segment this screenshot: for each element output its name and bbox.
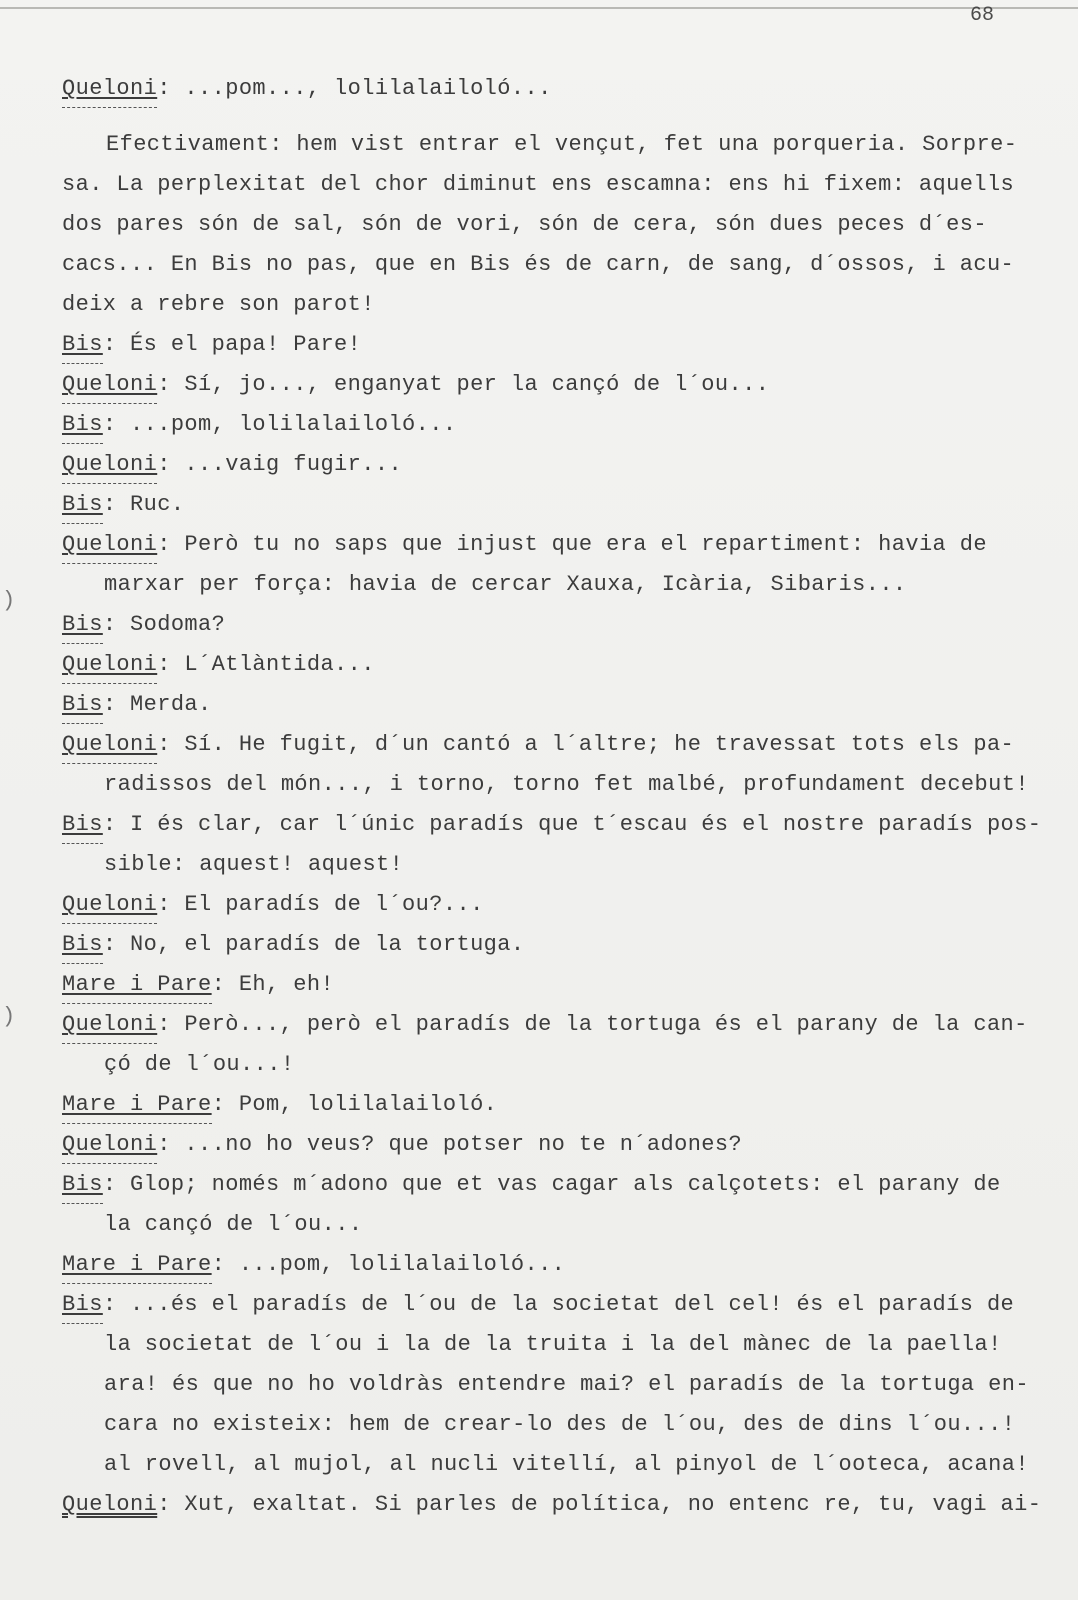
continuation-line: cara no existeix: hem de crear-lo des de l´ou, des de dins l´ou...! [104,1412,1016,1437]
dialogue-line [62,1012,1028,1037]
speaker-name: Bis [62,692,103,717]
line-text: : ...no ho veus? que potser no te n´adones? [157,1132,743,1157]
speaker-name: Queloni [62,652,158,677]
line-text: : ...vaig fugir... [157,452,403,477]
line-text: : I és clar, car l´únic paradís que t´escau és el nostre paradís pos- [102,812,1042,837]
dialogue-line [62,412,456,437]
line-text: : Pom, lolilalailoló. [211,1092,498,1117]
dialogue-line [62,612,225,637]
line-text: : ...pom, lolilalailoló... [211,1252,566,1277]
page-number: 68 [970,4,995,27]
continuation-line: la societat de l´ou i la de la truita i la del mànec de la paella! [104,1332,1002,1357]
dialogue-line [62,1492,1041,1517]
continuation-line: marxar per força: havia de cercar Xauxa, Icària, Sibaris... [104,572,907,597]
line-text: : ...pom, lolilalailoló... [102,412,457,437]
speaker-name: Bis [62,492,103,517]
continuation-line: çó de l´ou...! [104,1052,295,1077]
dialogue-line [62,1292,1014,1317]
line-text: : Sí. He fugit, d´un cantó a l´altre; he travessat tots els pa- [157,732,1015,757]
line-text: : Glop; només m´adono que et vas cagar als calçotets: el parany de [102,1172,1001,1197]
narration-line: deix a rebre son parot! [62,292,375,317]
narration-line: Efectivament: hem vist entrar el vençut, fet una porqueria. Sorpre- [106,132,1018,157]
speaker-name: Mare i Pare [62,1252,212,1277]
speaker-name: Bis [62,812,103,837]
line-text: : Sí, jo..., enganyat per la cançó de l´ou... [157,372,770,397]
dialogue-line [62,332,361,357]
speaker-name: Queloni [62,532,158,557]
speaker-name: Queloni [62,892,158,917]
margin-bracket: ) [2,588,16,613]
speaker-name: Bis [62,1172,103,1197]
dialogue-line [62,972,334,997]
speaker-name: Bis [62,932,103,957]
line-text: : Però tu no saps que injust que era el repartiment: havia de [157,532,987,557]
speaker-name: Queloni [62,452,158,477]
speaker-name: Bis [62,1292,103,1317]
narration-line: cacs... En Bis no pas, que en Bis és de carn, de sang, d´ossos, i acu- [62,252,1015,277]
line-text: : El paradís de l´ou?... [157,892,484,917]
narration-line: sa. La perplexitat del chor diminut ens escamna: ens hi fixem: aquells [62,172,1015,197]
continuation-line: al rovell, al mujol, al nucli vitellí, al pinyol de l´ooteca, acana! [104,1452,1029,1477]
speaker-name: Queloni [62,1492,158,1517]
dialogue-line [62,812,1041,837]
dialogue-line [62,932,524,957]
line-text: : No, el paradís de la tortuga. [102,932,525,957]
speaker-name: Mare i Pare [62,1092,212,1117]
dialogue-line [62,532,987,557]
speaker-name: Bis [62,332,103,357]
line-text: : Sodoma? [102,612,226,637]
narration-line: dos pares són de sal, són de vori, són de cera, són dues peces d´es- [62,212,987,237]
dialogue-line [62,76,552,101]
speaker-name: Queloni [62,732,158,757]
line-text: : És el papa! Pare! [102,332,362,357]
speaker-name: Queloni [62,76,158,101]
dialogue-line [62,1092,497,1117]
speaker-name: Queloni [62,1132,158,1157]
line-text: : Merda. [102,692,212,717]
dialogue-line [62,1132,742,1157]
dialogue-line [62,692,212,717]
dialogue-line [62,452,402,477]
line-text: : Però..., però el paradís de la tortuga és el parany de la can- [157,1012,1028,1037]
dialogue-line [62,1172,1001,1197]
dialogue-line [62,372,769,397]
margin-bracket: ) [2,1004,16,1029]
speaker-name: Queloni [62,1012,158,1037]
page-top-edge [0,7,1078,9]
line-text: : Ruc. [102,492,185,517]
dialogue-line [62,732,1014,757]
dialogue-line [62,492,184,517]
continuation-line: radissos del món..., i torno, torno fet malbé, profundament decebut! [104,772,1029,797]
speaker-name: Queloni [62,372,158,397]
line-text: : ...pom..., lolilalailoló... [157,76,552,101]
speaker-name: Mare i Pare [62,972,212,997]
dialogue-line [62,892,484,917]
speaker-name: Bis [62,412,103,437]
speaker-name: Bis [62,612,103,637]
dialogue-line [62,652,375,677]
line-text: : Xut, exaltat. Si parles de política, no entenc re, tu, vagi ai- [157,1492,1042,1517]
dialogue-line [62,1252,565,1277]
line-text: : Eh, eh! [211,972,335,997]
line-text: : ...és el paradís de l´ou de la societat del cel! és el paradís de [102,1292,1015,1317]
continuation-line: la cançó de l´ou... [104,1212,363,1237]
continuation-line: ara! és que no ho voldràs entendre mai? el paradís de la tortuga en- [104,1372,1029,1397]
continuation-line: sible: aquest! aquest! [104,852,404,877]
line-text: : L´Atlàntida... [157,652,375,677]
